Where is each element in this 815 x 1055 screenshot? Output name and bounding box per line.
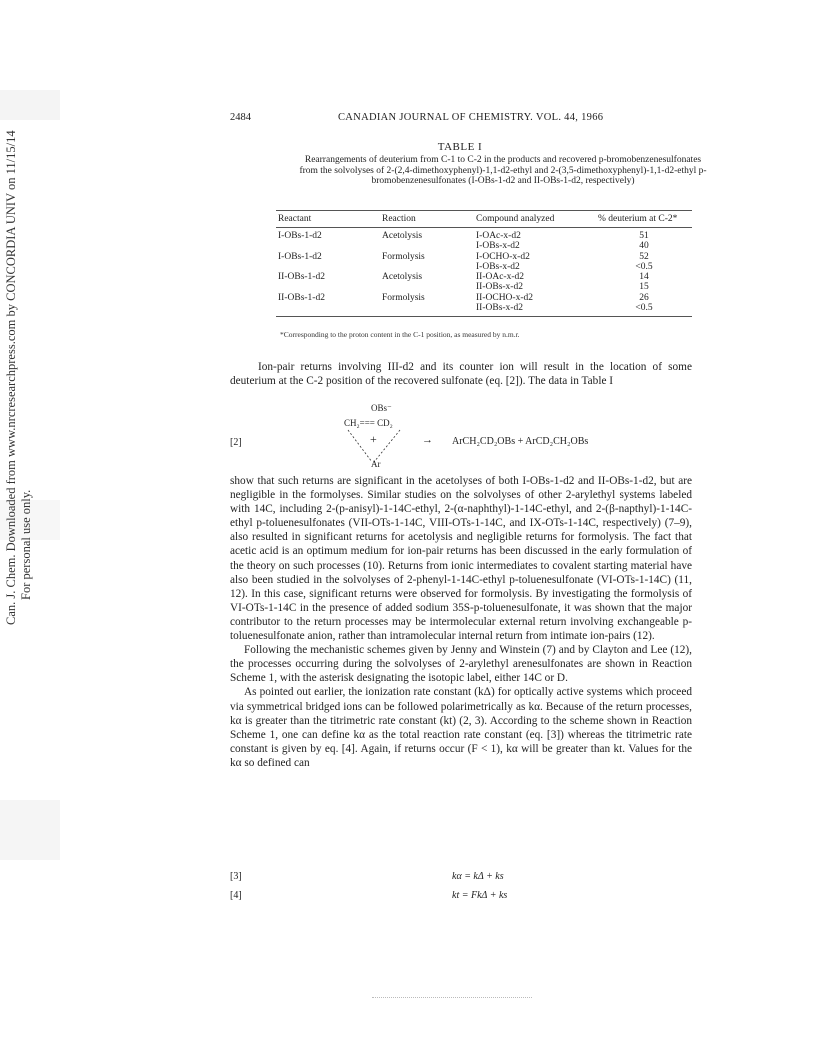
scheme-products: ArCH₂CD₂OBs + ArCD₂CH₂OBs bbox=[452, 436, 589, 447]
table-footnote: *Corresponding to the proton content in the C-1 position, as measured by n.m.r. bbox=[280, 330, 520, 339]
table-row bbox=[276, 303, 692, 317]
cell: Acetolysis bbox=[382, 272, 423, 283]
cell: I-OAc-x-d2 bbox=[476, 231, 521, 241]
cell: II-OBs-1-d2 bbox=[278, 272, 325, 283]
equation-4: kt = FkΔ + ks bbox=[452, 890, 508, 901]
table-row bbox=[276, 241, 692, 251]
table-title: TABLE I bbox=[437, 141, 483, 153]
col-reactant: Reactant bbox=[276, 211, 380, 228]
equation-label: [3] bbox=[230, 871, 242, 882]
paragraph bbox=[230, 474, 692, 770]
sidebar-source-line: Can. J. Chem. Downloaded from www.nrcresearchpress.com by CONCORDIA UNIV on 11/15/14 bbox=[4, 130, 18, 625]
cell: <0.5 bbox=[635, 261, 653, 272]
cell: Acetolysis bbox=[382, 231, 423, 241]
table-row bbox=[276, 252, 692, 262]
page-number: 2484 bbox=[230, 112, 251, 123]
paragraph-text: As pointed out earlier, the ionization rate constant (kΔ) for optically active systems which proceed via symmetrical bridged ions can be followed polarimetrically as kα. Because of the return processes, kα is greater than the titrimetric rate constant (kt) (2, 3). According to the scheme shown in Reaction Scheme 1, one can define kα as the total reaction rate constant (eq. [3]) whereas the titrimetric rate constant is given by eq. [4]. Again, if returns occur (F < 1), kα will be greater than kt. Values for the kα so defined can bbox=[230, 686, 692, 769]
table-row bbox=[276, 293, 692, 303]
table-row bbox=[276, 282, 692, 292]
cell: II-OBs-x-d2 bbox=[474, 303, 596, 317]
equation-3: kα = kΔ + ks bbox=[452, 871, 504, 882]
cell bbox=[276, 241, 380, 251]
cell: 14 bbox=[639, 272, 649, 283]
cell: I-OBs-1-d2 bbox=[278, 231, 322, 241]
col-reaction: Reaction bbox=[380, 211, 474, 228]
sidebar-usage-line: For personal use only. bbox=[19, 489, 33, 600]
cell bbox=[276, 282, 380, 292]
cell: II-OBs-1-d2 bbox=[278, 292, 325, 303]
cell: I-OBs-x-d2 bbox=[476, 261, 520, 272]
cell: Formolysis bbox=[382, 251, 425, 262]
scheme-arrow: → bbox=[422, 434, 433, 446]
cell: 15 bbox=[639, 282, 649, 293]
page-footer-rule bbox=[372, 997, 532, 1000]
cell bbox=[380, 282, 474, 292]
scheme-ar: Ar bbox=[371, 459, 381, 469]
cell: Formolysis bbox=[382, 292, 425, 303]
scheme-top: CH₂=== CD₂ bbox=[344, 418, 393, 428]
data-table bbox=[276, 210, 692, 317]
cell: II-OCHO-x-d2 bbox=[476, 292, 533, 303]
cell bbox=[380, 303, 474, 317]
cell bbox=[276, 262, 380, 272]
journal-title: CANADIAN JOURNAL OF CHEMISTRY. VOL. 44, 1966 bbox=[338, 112, 604, 123]
paragraph-text: Following the mechanistic schemes given by Jenny and Winstein (7) and by Clayton and Lee (12), the processes occurring during the solvolyses of 2-arylethyl arenesulfonates are shown in Reaction Scheme 1, with the asterisk designating the isotopic label, either 14C or D. bbox=[230, 644, 692, 685]
download-sidebar bbox=[0, 130, 34, 640]
table-row bbox=[276, 228, 692, 242]
cell: I-OCHO-x-d2 bbox=[476, 251, 530, 262]
table-row bbox=[276, 262, 692, 272]
cell: I-OBs-1-d2 bbox=[278, 251, 322, 262]
cell: <0.5 bbox=[596, 303, 692, 317]
cell: 40 bbox=[639, 241, 649, 252]
cell: 26 bbox=[639, 292, 649, 303]
cell: II-OBs-x-d2 bbox=[476, 282, 523, 293]
table-caption: Rearrangements of deuterium from C-1 to C-2 in the products and recovered p-bromobenzenesulfonates from the solvolyses of 2-(2,4-dimethoxyphenyl)-1,1-d2-ethyl and 2-(3,5-dimethoxyphenyl)-1,1-d2-ethyl p-bromobenzenesulfonates (I-OBs-1-d2 and II-OBs-1-d2, respectively) bbox=[299, 155, 707, 186]
scheme-plus: + bbox=[370, 432, 377, 446]
table-header-row bbox=[276, 211, 692, 228]
cell bbox=[380, 241, 474, 251]
table-row bbox=[276, 272, 692, 282]
scan-shadow bbox=[0, 90, 60, 120]
equation-label: [2] bbox=[230, 437, 242, 448]
col-compound: Compound analyzed bbox=[474, 211, 596, 228]
cell: 52 bbox=[639, 251, 649, 262]
paragraph: Ion-pair returns involving III-d2 and its counter ion will result in the location of some deuterium at the C-2 position of the recovered sulfonate (eq. [2]). The data in Table I bbox=[230, 361, 692, 388]
cell bbox=[276, 303, 380, 317]
cell: II-OAc-x-d2 bbox=[476, 272, 525, 283]
paragraph-text: show that such returns are significant in the acetolyses of both I-OBs-1-d2 and II-OBs-1-d2, but are negligible in the formolyses. Similar studies on the solvolyses of other 2-arylethyl systems labeled with 14C, including 2-(p-anisyl)-1-14C-ethyl, 2-(α-naphthyl)-1-14C-ethyl, and 2-(β-napthyl)-1-14C-ethyl p-toluenesulfonates (VII-OTs-1-14C, VIII-OTs-1-14C, and IX-OTs-1-14C, respectively) (7–9), also resulted in significant returns for acetolysis and negligible returns for formolysis. The fact that acetic acid is an optimum medium for ion-pair returns has been discussed in the early formulation of the theory on such processes (10). Returns from ionic intermediates to covalent starting material have also been studied in the solvolyses of 2-phenyl-1-14C-ethyl p-toluenesulfonate (VI-OTs-1-14C) (11, 12). In this case, significant returns were observed for formolysis. By investigating the formolysis of VI-OTs-1-14C in the presence of added sodium 35S-p-toluenesulfonate, it was shown that the major contributor to the return processes may be intermolecular external return involving exchangeable p-toluenesulfonate anion, rather than intramolecular internal return from intimate ion-pairs (12). bbox=[230, 475, 692, 643]
cell: I-OBs-x-d2 bbox=[476, 241, 520, 252]
scan-shadow bbox=[0, 800, 60, 860]
cell: 51 bbox=[639, 231, 649, 241]
cell bbox=[380, 262, 474, 272]
scheme-obs: OBs⁻ bbox=[371, 403, 392, 413]
equation-label: [4] bbox=[230, 890, 242, 901]
col-deuterium: % deuterium at C-2* bbox=[596, 211, 692, 228]
